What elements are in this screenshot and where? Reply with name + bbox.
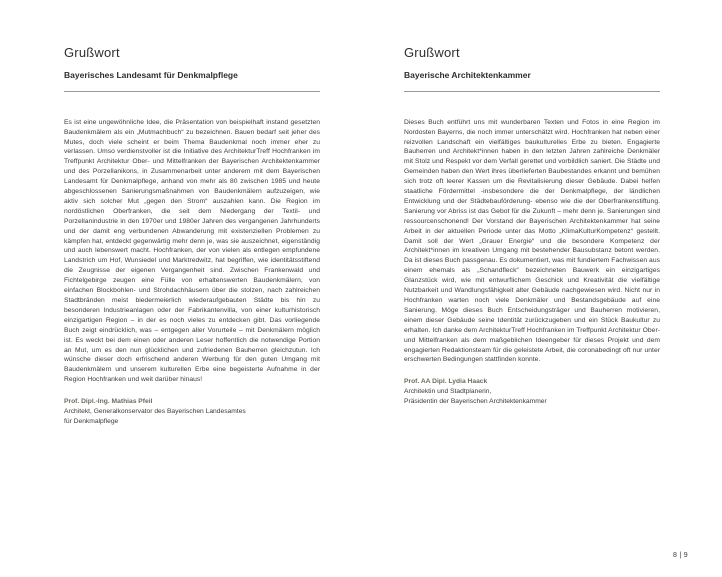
- page-subtitle: Bayerisches Landesamt für Denkmalpflege: [64, 69, 238, 80]
- page-left: [64, 36, 320, 427]
- greeting-body-text: Es ist eine ungewöhnliche Idee, die Präsentation von beispielhaft instand gesetzten Baudenkmälern als ein „Mutmachbuch“ zu bezeichnen. Bauen bedarf seit jeher des Mutes, doch viele scheint er beim Thema Baudenkmal noch immer eher zu verlassen. Umso verdienstvoller ist die Initiative des ArchitekturTreff Hochfranken im Treffpunkt Architektur Ober- und Mittelfranken der Bayerischen Architektenkammer und des Porzellanikons, in Zusammenarbeit unter anderem mit dem Bayerischen Landesamt für Denkmalpflege, anhand von mehr als 80 zwischen 1985 und heute abgeschlossenen Sanierungsmaßnahmen von Baudenkmälern aufzuzeigen, wie aktiv sich solcher Mut „gegen den Strom“ auszahlen kann. Die Region im nordöstlichen Oberfranken, die seit dem Niedergang der Textil- und Porzellanindustrie in den 1970er und 1980er Jahren des vergangenen Jahrhunderts und der damit eng verbundenen Abwanderung mit existenziellen Problemen zu kämpfen hat, entdeckt gegenwärtig mehr denn je, was sie auszeichnet, eigenständig und auch lebenswert macht. Hochfranken, der von vielen als entlegen empfundene Landstrich um Hof, Wunsiedel und Marktredwitz, hat begriffen, wie identitätsstiftend die Zeugnisse der eigenen Vergangenheit sind. Zwischen Frankenwald und Fichtelgebirge zeugen eine Fülle von erhaltenswerten Baudenkmälern, von einfachen Blockbohlen- und Strohdachhäusern über die stolzen, nach zahlreichen Stadtbränden meist biedermeierlich wiederaufgebauten Städte bis hin zu besonderen Industrieanlagen oder der Fabrikantenvilla, von einer kulturhistorisch einzigartigen Region – in der es noch vieles zu entdecken gibt. Das vorliegende Buch zeigt eindrücklich, was – entgegen aller Vorurteile – mit Denkmälern möglich ist. Es weckt bei dem einen oder anderen Leser hoffentlich die notwendige Portion an Mut, um es den nun glücklichen und zufriedenen Bauherren gleichzutun. Ich wünsche dieser doch erfrischend anderen Werbung für den guten Umgang mit Baudenkmälern und unserem kulturellen Erbe eine begeisterte Aufnahme in der Region Hochfranken und weit darüber hinaus!: [64, 118, 320, 384]
- page-subtitle: Bayerische Architektenkammer: [404, 69, 531, 80]
- page-title: Grußwort: [404, 44, 460, 60]
- signature-title-line: Architektin und Stadtplanerin,: [404, 388, 492, 396]
- signature-title-line: für Denkmalpflege: [64, 417, 119, 425]
- signature-name: Prof. AA Dipl. Lydia Haack: [404, 378, 488, 386]
- page-right: [404, 36, 660, 407]
- signature-title-line: Architekt, Generalkonservator des Bayerischen Landesamtes: [64, 408, 246, 416]
- signature-block: [64, 397, 320, 427]
- signature-block: [404, 377, 660, 407]
- signature-title-line: Präsidentin der Bayerischen Architektenkammer: [404, 398, 547, 406]
- page-title: Grußwort: [64, 44, 120, 60]
- header-divider: [404, 91, 660, 92]
- signature-name: Prof. Dipl.-Ing. Mathias Pfeil: [64, 398, 153, 406]
- header-divider: [64, 91, 320, 92]
- greeting-body-text: Dieses Buch entführt uns mit wunderbaren Texten und Fotos in eine Region im Nordosten Bayerns, die noch immer unterschätzt wird. Hochfranken hat neben einer reizvollen Landschaft ein vielfältiges baukulturelles Erbe zu bieten. Engagierte Bauherren und Architekt*innen haben in den letzten Jahren zahlreiche Denkmäler mit Stolz und Respekt vor dem Verfall gerettet und vorbildlich saniert. Die Städte und Gemeinden haben den Wert ihres überlieferten Baubestandes erkannt und bemühen sich trotz oft leerer Kassen um die Revitalisierung dieser Gebäude. Dabei helfen staatliche Fördermittel -insbesondere die der Denkmalpflege, der ländlichen Entwicklung und der Städtebauförderung- ebenso wie die der Oberfrankenstiftung. Sanierung vor Abriss ist das Gebot für die Zukunft – mehr denn je. Sanierungen sind ressourcenschonend! Der Vorstand der Bayerischen Architektenkammer hat seine Arbeit in der aktuellen Periode unter das Motto „KlimaKulturKompetenz“ gestellt. Damit soll der Wert „Grauer Energie“ und die besondere Kompetenz der Architekt*innen im kreativen Umgang mit bestehender Bausubstanz betont werden. Da ist dieses Buch passgenau. Es dokumentiert, was mit fundiertem Fachwissen aus einem ehemals als „Schandfleck“ bezeichneten Bauwerk ein einzigartiges Glanzstück wird, wie mit entwurflichem Geschick und Kreativität die vielfältige Nutzbarkeit und Wandlungsfähigkeit alter Gebäude nachgewiesen wird. Nicht nur in Hochfranken warten noch viele Denkmäler und Bestandsgebäude auf eine Sanierung. Möge dieses Buch Entscheidungsträger und Bauherren motivieren, einem dieser Gebäude seine Identität zurückzugeben und ein Stück Baukultur zu erhalten. Ich danke dem ArchitekturTreff Hochfranken im Treffpunkt Architektur Ober- und Mittelfranken als dem maßgeblichen Ideengeber für dieses Projekt und dem engagierten Redaktionsteam für die geleistete Arbeit, die coronabedingt oft nur unter erschwerten Bedingungen stattfinden konnte.: [404, 118, 660, 364]
- page-number: 8 | 9: [673, 552, 688, 559]
